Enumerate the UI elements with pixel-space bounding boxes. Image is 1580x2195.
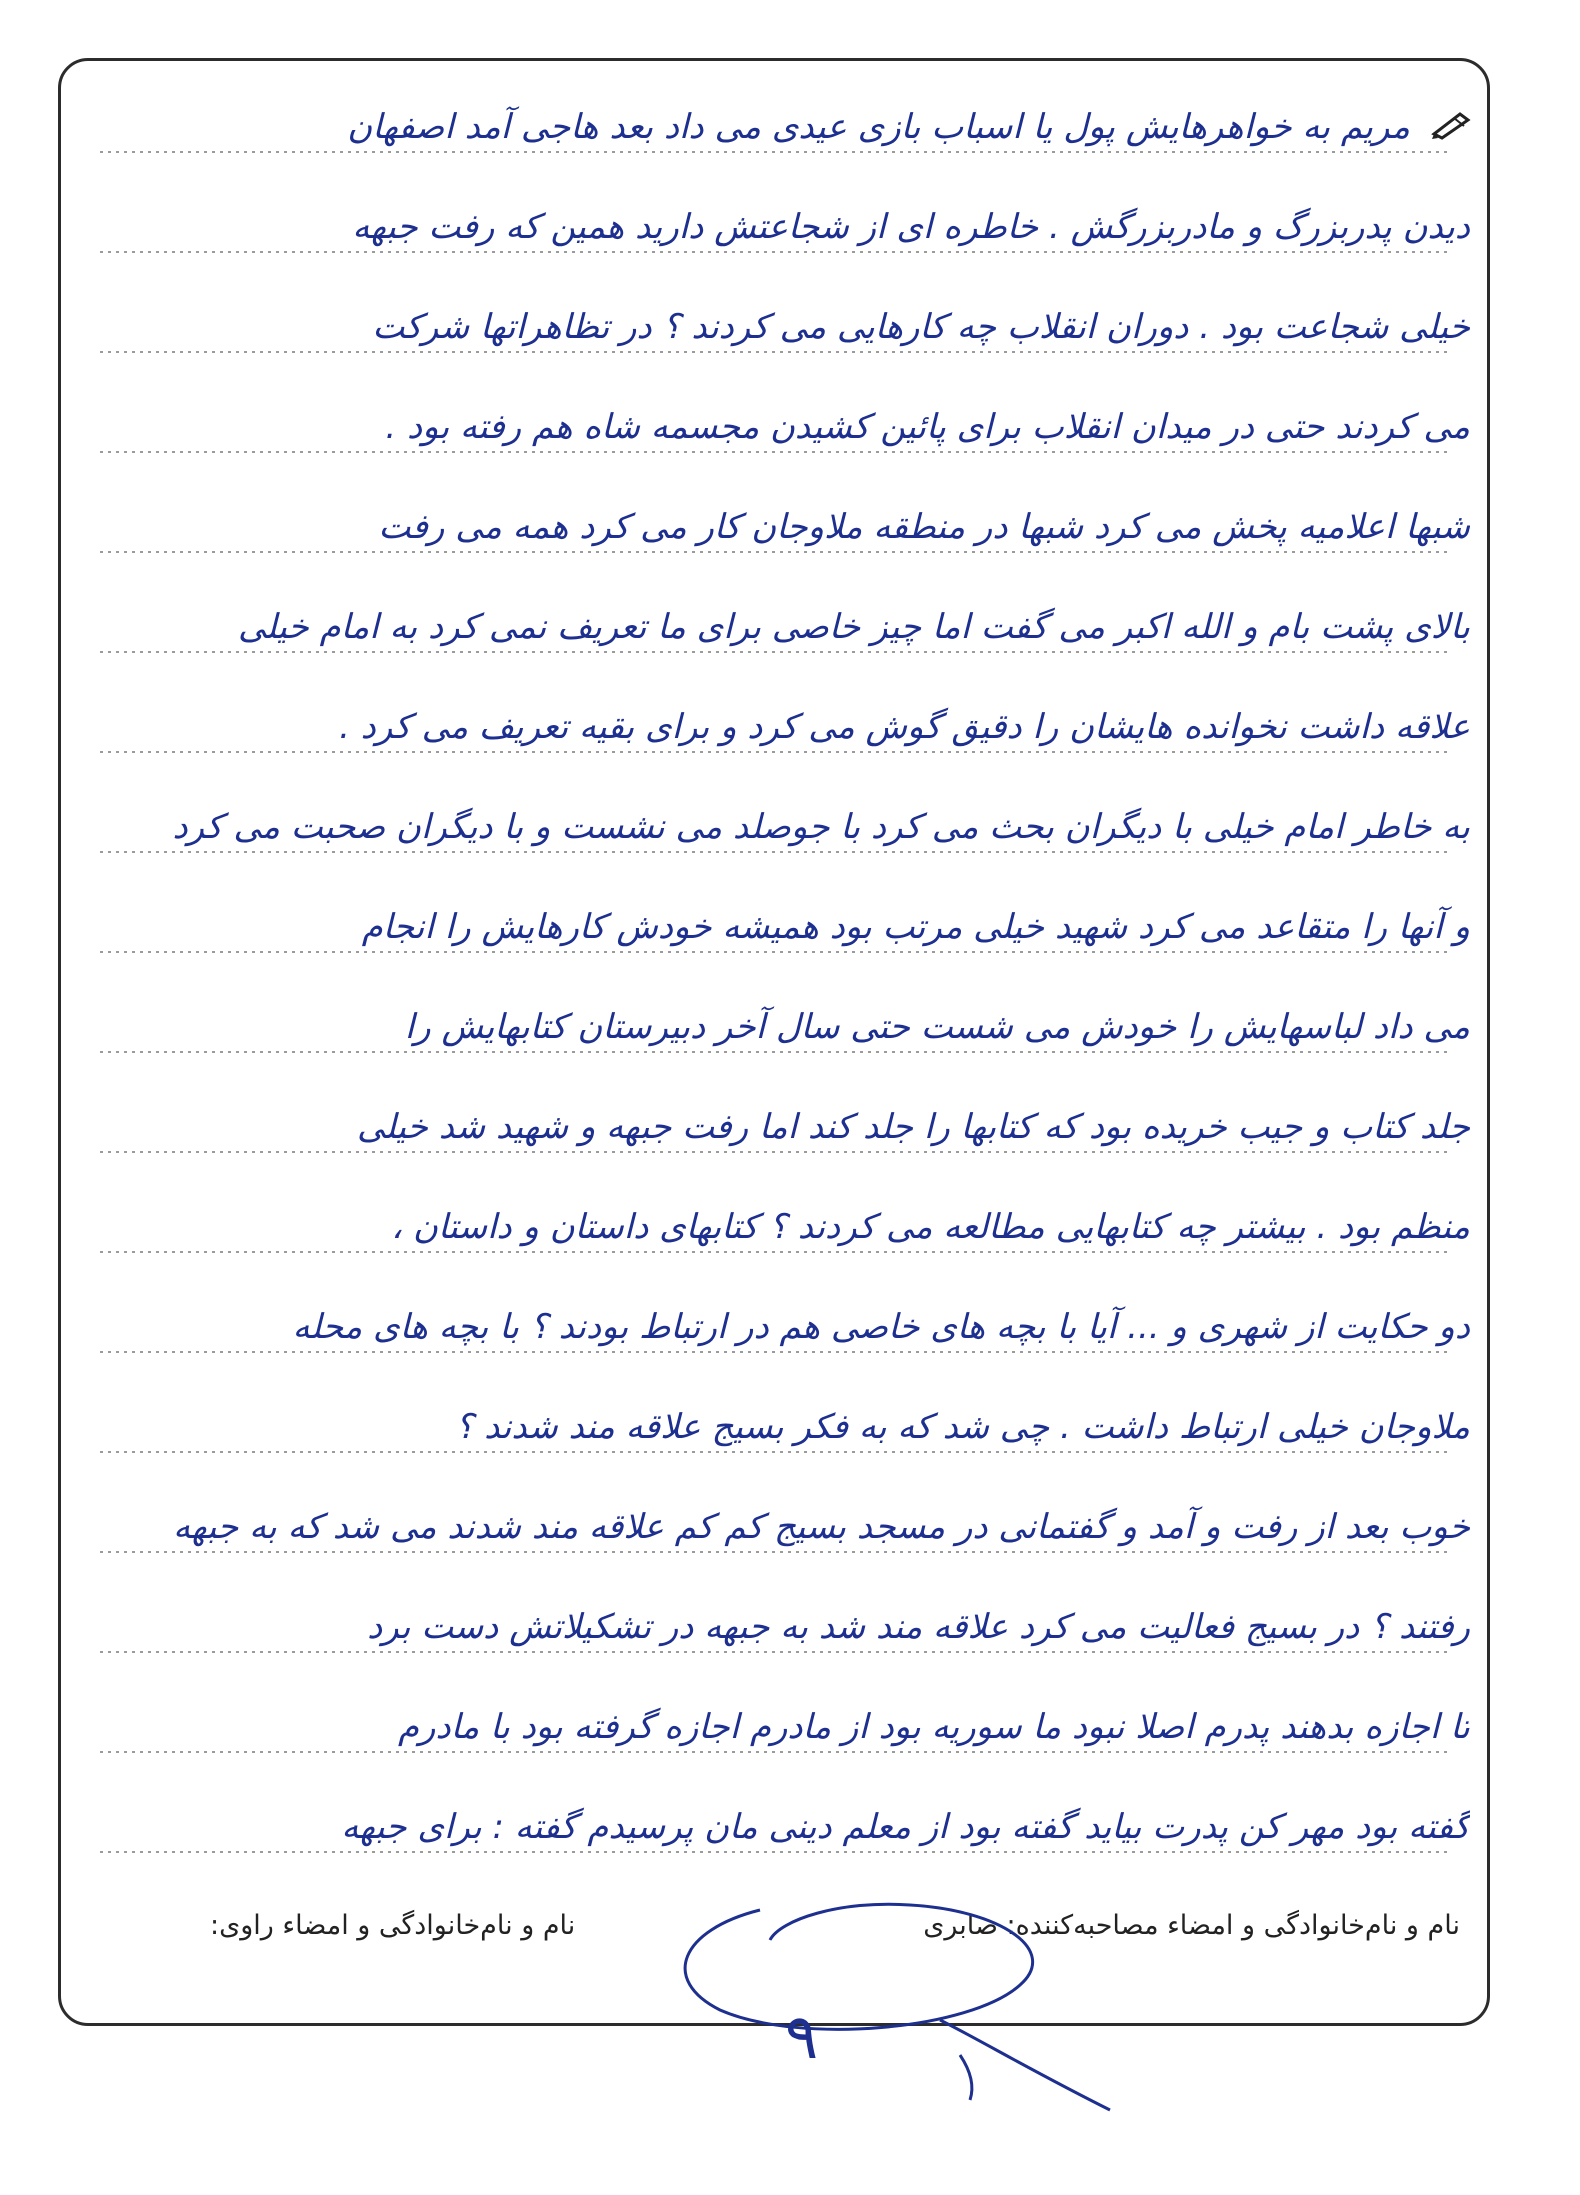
handwritten-line: شبها اعلامیه پخش می کرد شبها در منطقه ملاوجان کار می کرد همه می رفت <box>378 507 1470 547</box>
handwritten-line: به خاطر امام خیلی با دیگران بحث می کرد با جوصلد می نشست و با دیگران صحبت می کرد <box>172 807 1470 847</box>
handwritten-line: دیدن پدربزرگ و مادربزرگش . خاطره ای از شجاعتش دارید همین که رفت جبهه <box>352 207 1470 247</box>
interviewer-signature-label: نام و نام‌خانوادگی و امضاء مصاحبه‌کننده: صابری <box>923 1910 1460 1941</box>
handwritten-line: می کردند حتی در میدان انقلاب برای پائین کشیدن مجسمه شاه هم رفته بود . <box>385 407 1470 447</box>
handwritten-line: ملاوجان خیلی ارتباط داشت . چی شد که به فکر بسیج علاقه مند شدند ؟ <box>455 1407 1470 1447</box>
handwritten-line: خیلی شجاعت بود . دوران انقلاب چه کارهایی می کردند ؟ در تظاهراتها شرکت <box>372 307 1470 347</box>
page-number: ۹ <box>785 2000 819 2073</box>
handwritten-line: و آنها را متقاعد می کرد شهید خیلی مرتب بود همیشه خودش کارهایش را انجام <box>361 907 1470 947</box>
narrator-signature-label: نام و نام‌خانوادگی و امضاء راوی: <box>210 1910 576 1941</box>
handwritten-line: مریم به خواهرهایش پول یا اسباب بازی عیدی می داد بعد هاجی آمد اصفهان <box>347 107 1410 147</box>
handwritten-line: تا اجازه بدهند پدرم اصلا نبود ما سوریه بود از مادرم اجازه گرفته بود با مادرم <box>397 1707 1470 1747</box>
handwritten-line: بالای پشت بام و الله اکبر می گفت اما چیز خاصی برای ما تعریف نمی کرد به امام خیلی <box>237 607 1470 647</box>
handwritten-line: دو حکایت از شهری و ... آیا با بچه های خاصی هم در ارتباط بودند ؟ با بچه های محله <box>292 1307 1470 1347</box>
handwritten-line: علاقه داشت نخوانده هایشان را دقیق گوش می کرد و برای بقیه تعریف می کرد . <box>339 707 1470 747</box>
handwritten-line: منظم بود . بیشتر چه کتابهایی مطالعه می کردند ؟ کتابهای داستان و داستان ، <box>391 1207 1470 1247</box>
handwritten-line: گفته بود مهر کن پدرت بیاید گفته بود از معلم دینی مان پرسیدم گفته : برای جبهه <box>341 1807 1470 1847</box>
handwritten-line: می داد لباسهایش را خودش می شست حتی سال آخر دبیرستان کتابهایش را <box>404 1007 1470 1047</box>
signature-scribble <box>640 1870 1160 2120</box>
handwritten-line: جلد کتاب و جیب خریده بود که کتابها را جلد کند اما رفت جبهه و شهید شد خیلی <box>357 1107 1470 1147</box>
handwritten-line: خوب بعد از رفت و آمد و گفتمانی در مسجد بسیج کم کم علاقه مند شدند می شد که به جبهه <box>173 1507 1470 1547</box>
handwritten-line: رفتند ؟ در بسیج فعالیت می کرد علاقه مند شد به جبهه در تشکیلاتش دست برد <box>367 1607 1470 1647</box>
